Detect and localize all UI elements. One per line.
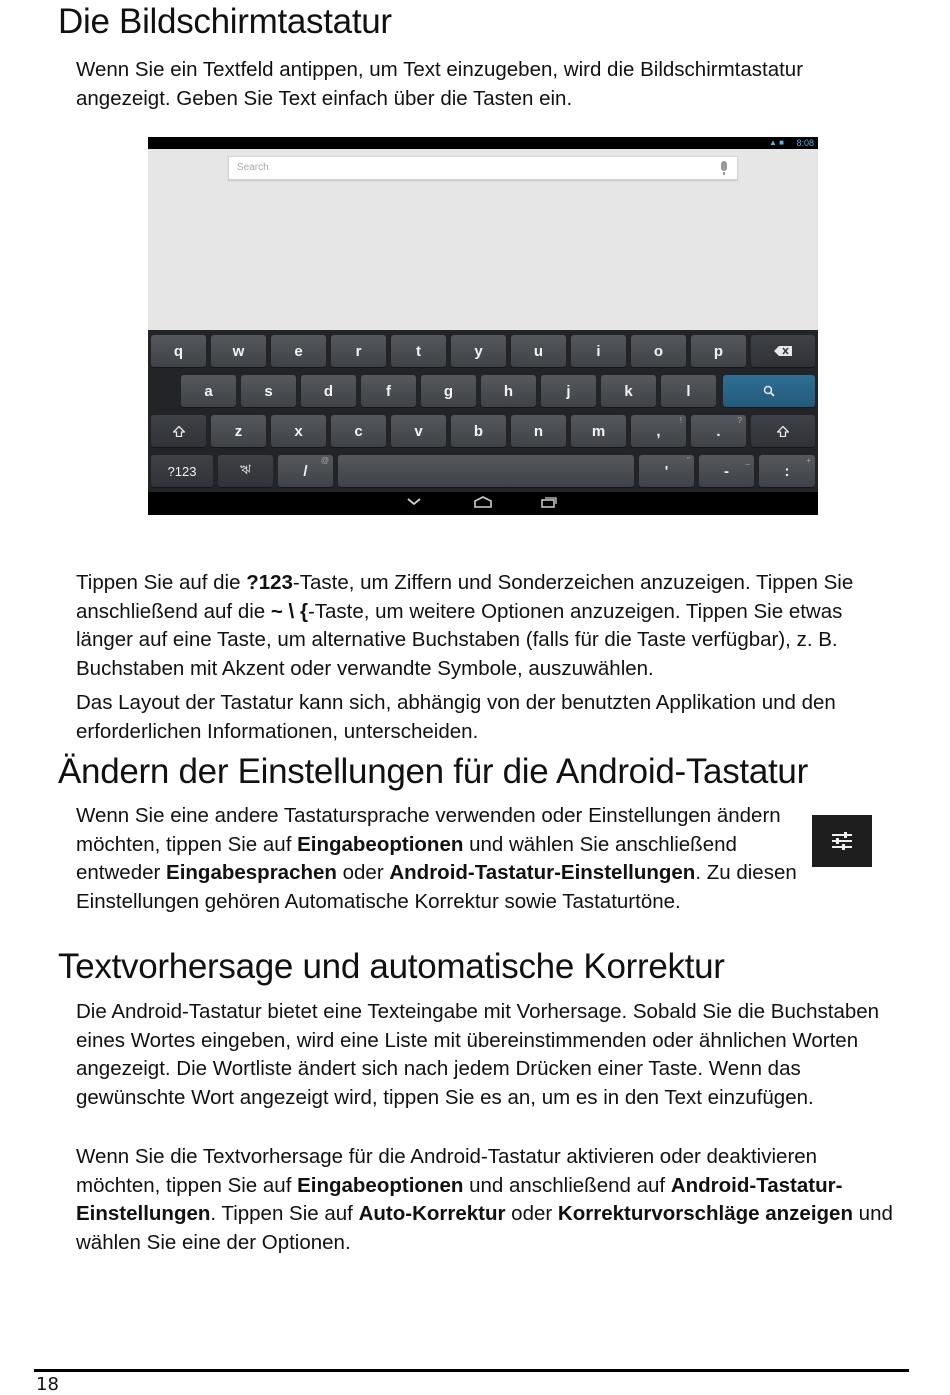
key-b[interactable]: b <box>451 415 506 447</box>
key-comma-label: , <box>656 422 661 440</box>
key-e[interactable]: e <box>271 335 326 367</box>
key-period[interactable] <box>691 415 746 447</box>
text: oder <box>336 861 390 884</box>
key-apostrophe-label: ' <box>664 462 669 480</box>
key-f[interactable]: f <box>361 375 416 407</box>
navigation-bar <box>148 492 818 515</box>
status-bar <box>148 137 818 149</box>
bold-term: Android-Tastatur-Einstellungen <box>76 1173 843 1225</box>
bold-term: Eingabeoptionen <box>297 1173 464 1197</box>
backspace-icon <box>774 346 792 356</box>
shift-key-right[interactable] <box>751 415 815 447</box>
wifi-battery-icon: ▲ ■ <box>769 138 784 147</box>
backspace-key[interactable] <box>751 335 815 367</box>
text: -Taste, um weitere Optionen anzuzeigen. Tippen Sie etwas länger auf eine Taste, um alternative Buchstaben (falls für die Taste verfügbar), z. B. Buchstaben mit Akzent oder verwandte Symbole, auszuwählen. <box>76 599 843 680</box>
key-s[interactable]: s <box>241 375 296 407</box>
back-icon[interactable] <box>406 496 422 506</box>
text: oder <box>505 1202 558 1225</box>
bold-term: Eingabeoptionen <box>297 832 464 856</box>
key-slash-label: / <box>303 462 308 480</box>
key-p[interactable]: p <box>691 335 746 367</box>
key-colon-alt: + <box>806 456 811 465</box>
bold-term: Auto-Korrektur <box>358 1202 506 1225</box>
key-h[interactable]: h <box>481 375 536 407</box>
search-input[interactable] <box>228 156 738 180</box>
heading-textvorhersage: Textvorhersage und automatische Korrektur <box>58 947 725 986</box>
paragraph-einstellungen <box>76 802 806 916</box>
settings-sliders-icon <box>812 815 872 867</box>
key-apostrophe-alt: " <box>687 456 690 465</box>
key-dash-label: - <box>724 462 729 480</box>
microphone-icon[interactable] <box>721 161 727 171</box>
key-slash-alt: @ <box>320 456 329 465</box>
key-i[interactable]: i <box>571 335 626 367</box>
bold-term: Eingabesprachen <box>166 861 337 884</box>
key-comma-alt: ! <box>679 416 682 425</box>
text: und anschließend auf <box>463 1173 671 1197</box>
app-content-area <box>148 149 818 330</box>
key-z[interactable]: z <box>211 415 266 447</box>
heading-einstellungen: Ändern der Einstellungen für die Android-Tastatur <box>58 752 808 791</box>
key-u[interactable]: u <box>511 335 566 367</box>
key-slash[interactable] <box>278 455 333 487</box>
key-period-alt: ? <box>737 416 742 425</box>
text: Wenn Sie eine andere Tastatursprache verwenden oder Einstellungen ändern möchten, tippen Sie auf <box>76 804 781 856</box>
space-bar[interactable] <box>338 455 634 487</box>
bold-term: Korrekturvorschläge anzeigen <box>557 1202 853 1225</box>
key-colon-label: : <box>784 462 790 480</box>
key-c[interactable]: c <box>331 415 386 447</box>
home-icon[interactable] <box>473 496 493 508</box>
paragraph-autokorrektur <box>76 1143 896 1257</box>
text: -Taste, um Ziffern und Sonderzeichen anzuzeigen. Tippen Sie anschließend auf die <box>76 571 854 623</box>
paragraph-layout: Das Layout der Tastatur kann sich, abhängig von der benutzten Applikation und den erforderlichen Informationen, unterscheiden. <box>76 691 836 743</box>
shift-icon <box>777 426 789 437</box>
key-r[interactable]: r <box>331 335 386 367</box>
search-icon <box>763 385 775 397</box>
text: und wählen Sie eine der Optionen. <box>76 1202 893 1254</box>
key-l[interactable]: l <box>661 375 716 407</box>
language-key[interactable]: ঋ <box>218 455 273 487</box>
key-dash[interactable] <box>699 455 754 487</box>
key-w[interactable]: w <box>211 335 266 367</box>
text: und wählen Sie anschließend entweder <box>76 832 737 884</box>
page-number: 18 <box>36 1374 59 1395</box>
key-a[interactable]: a <box>181 375 236 407</box>
shift-key-left[interactable] <box>151 415 206 447</box>
text: Wenn Sie die Textvorhersage für die Android-Tastatur aktivieren oder deaktivieren möchten, tippen Sie auf <box>76 1145 818 1197</box>
key-j[interactable]: j <box>541 375 596 407</box>
keyboard-screenshot <box>148 137 818 515</box>
shift-icon <box>173 426 185 437</box>
key-apostrophe[interactable] <box>639 455 694 487</box>
bold-term: ?123 <box>246 571 293 594</box>
text: . Tippen Sie auf <box>210 1202 359 1225</box>
key-dash-alt: _ <box>745 456 750 465</box>
heading-bildschirmtastatur: Die Bildschirmtastatur <box>58 2 392 41</box>
key-m[interactable]: m <box>571 415 626 447</box>
intro-paragraph: Wenn Sie ein Textfeld antippen, um Text einzugeben, wird die Bildschirmtastatur angezeigt. Geben Sie Text einfach über die Tasten ein. <box>76 58 804 110</box>
paragraph-vorhersage: Die Android-Tastatur bietet eine Texteingabe mit Vorhersage. Sobald Sie die Buchstaben eines Wortes eingeben, wird eine Liste mit übereinstimmenden oder ähnlichen Worten angezeigt. Die Wortliste ändert sich nach jedem Drücken einer Taste. Wenn das gewünschte Wort angezeigt wird, tippen Sie es an, um es in den Text einzufügen. <box>76 1000 880 1109</box>
key-colon[interactable] <box>759 455 815 487</box>
key-x[interactable]: x <box>271 415 326 447</box>
key-t[interactable]: t <box>391 335 446 367</box>
key-o[interactable]: o <box>631 335 686 367</box>
footer-rule <box>34 1369 909 1372</box>
key-period-label: . <box>716 422 721 440</box>
key-k[interactable]: k <box>601 375 656 407</box>
key-y[interactable]: y <box>451 335 506 367</box>
key-q[interactable]: q <box>151 335 206 367</box>
key-comma[interactable] <box>631 415 686 447</box>
paragraph-symbols <box>76 569 896 683</box>
search-placeholder: Search <box>237 162 269 173</box>
key-v[interactable]: v <box>391 415 446 447</box>
key-g[interactable]: g <box>421 375 476 407</box>
bold-term: Android-Tastatur-Einstellungen <box>389 861 696 884</box>
text: . Zu diesen Einstellungen gehören Automatische Korrektur sowie Tastaturtöne. <box>76 861 797 913</box>
search-key[interactable] <box>723 375 815 407</box>
key-n[interactable]: n <box>511 415 566 447</box>
recent-apps-icon[interactable] <box>540 496 558 508</box>
key-d[interactable]: d <box>301 375 356 407</box>
onscreen-keyboard <box>148 330 818 492</box>
bold-term: ~ \ { <box>270 599 308 623</box>
status-time: 8:08 <box>796 138 814 148</box>
symbols-key[interactable]: ?123 <box>151 455 213 487</box>
text: Tippen Sie auf die <box>76 571 247 594</box>
